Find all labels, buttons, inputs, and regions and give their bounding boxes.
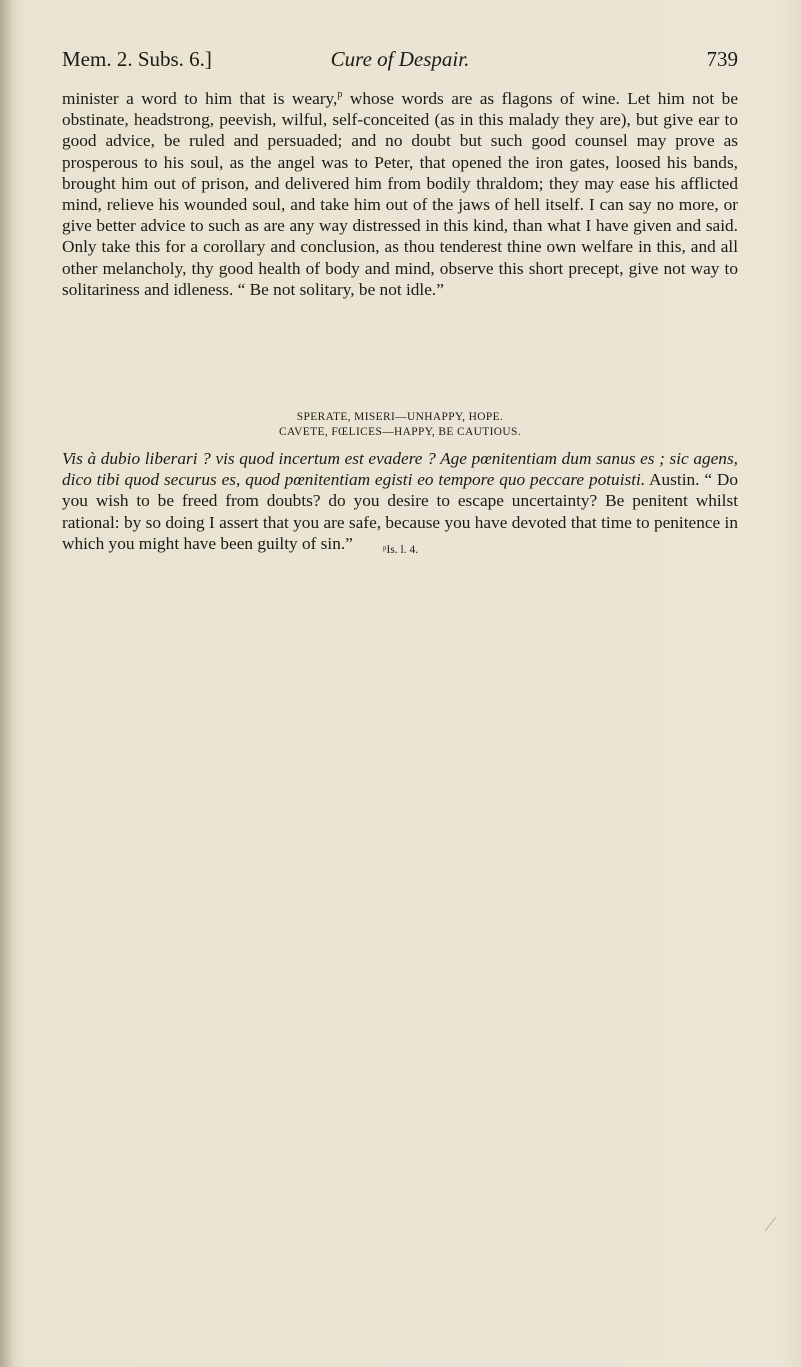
footnote: ᵖIs. l. 4. (382, 544, 419, 556)
main-paragraph (62, 88, 738, 300)
latin-quotation (62, 448, 738, 554)
english-translation: Austin. “ Do you wish to be freed from doubts? do you desire to escape uncertainty? Be penitent whilst rational: by so doing I assert that you are safe, because you have devoted that time to penitence in which you might have been guilty of sin.” (62, 470, 738, 553)
latin-text: Vis à dubio liberari ? vis quod incertum est evadere ? Age pœnitentiam dum sanus es ; sic agens, dico tibi quod securus es, quod pœnitentiam egisti eo tempore quo peccare potuisti. (62, 449, 738, 490)
page-gutter-shadow (0, 0, 14, 1367)
caption-line-1: SPERATE, MISERI—UNHAPPY, HOPE. (296, 411, 504, 423)
footnote-marker: p (337, 89, 343, 100)
running-header (62, 44, 738, 74)
quotation-text (62, 448, 738, 554)
page-number: 739 (706, 47, 738, 71)
caption-line-2: CAVETE, FŒLICES—HAPPY, BE CAUTIOUS. (278, 426, 522, 438)
header-title: Cure of Despair. (330, 47, 470, 71)
paragraph-rest: whose words are as flagons of wine. Let him not be obstinate, headstrong, peevish, wilful, self-conceited (as in this malady they are), but give ear to good advice, be ruled and persuaded; and no doubt but such good counsel may prove as prosperous to his soul, as the angel was to Peter, that opened the iron gates, loosed his bands, brought him out of prison, and delivered him from bodily thraldom; they may ease his afflicted mind, relieve his wounded soul, and take him out of the jaws of hell itself. I can say no more, or give better advice to such as are any way distressed in this kind, than what I have given and said. Only take this for a corollary and conclusion, as thou tenderest thine own welfare in this, and all other melancholy, thy good health of body and mind, observe this short precept, give not way to solitariness and idleness. “ Be not solitary, be not idle.” (62, 89, 738, 299)
paragraph-text (62, 88, 738, 300)
header-section-ref: Mem. 2. Subs. 6.] (62, 47, 212, 71)
paragraph-start: minister a word to him that is weary, (62, 89, 338, 108)
paper-mark (765, 1217, 777, 1232)
